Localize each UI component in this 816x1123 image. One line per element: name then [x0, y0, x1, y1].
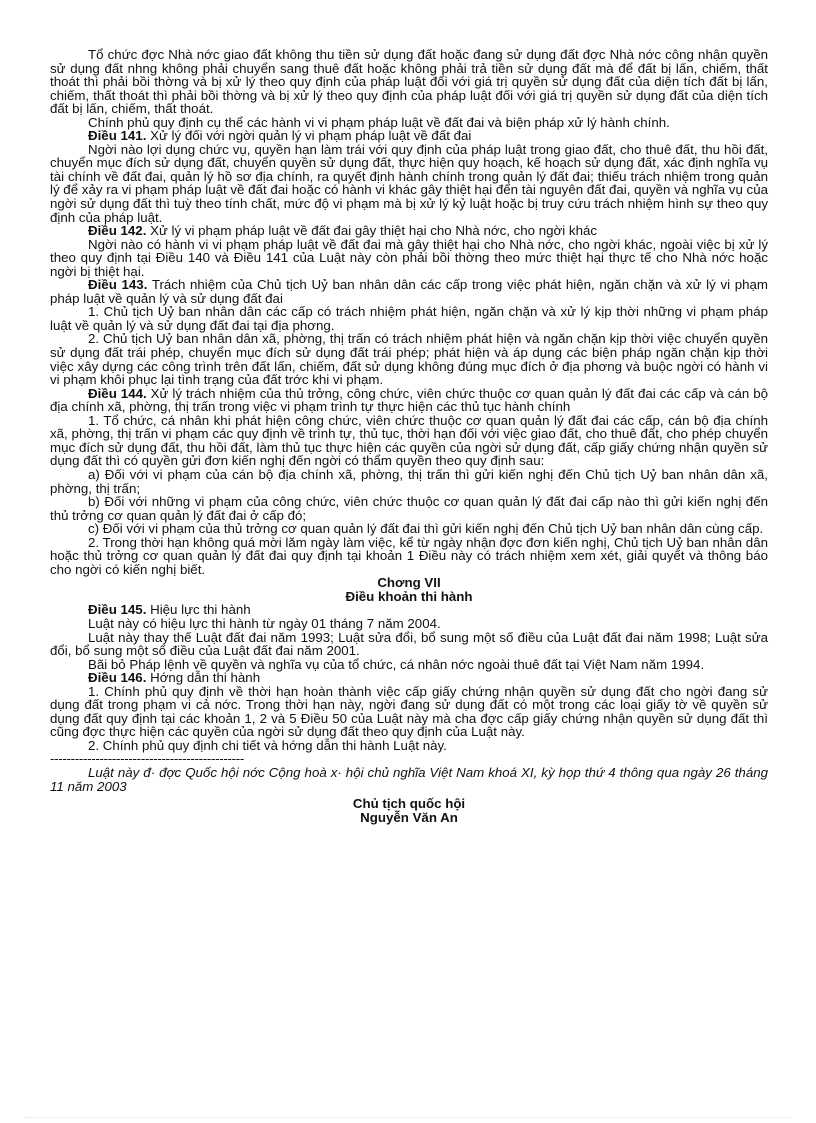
- article-title: Xử lý vi phạm pháp luật về đất đai gây thiệt hại cho Nhà nớc, cho ngời khác: [146, 223, 598, 239]
- article-143-heading: [50, 278, 768, 305]
- article-144-item: c) Đối với vi phạm của thủ trởng cơ quan quản lý đất đai thì gửi kiến nghị đến Chủ tịch Uỷ ban nhân dân cùng cấp.: [88, 521, 764, 537]
- article-146-item: 1. Chính phủ quy định về thời hạn hoàn thành việc cấp giấy chứng nhận quyền sử dụng đất cho ngời đang sử dụng đất trong phạm vi cả nớc. Trong thời hạn này, ngời đang sử dụng đất có một trong các loại giấy tờ về quyền sử dụng đất quy định tại các khoản 1, 2 và 5 Điều 50 của Luật này mà cha đợc cấp giấy chứng nhận quyền sử dụng đất thì cũng đợc thực hiện các quyền của ngời sử dụng đất theo quy định của Luật này.: [50, 683, 768, 740]
- article-label: Điều 146.: [88, 670, 147, 686]
- chapter-title: Điều khoản thi hành: [345, 588, 473, 604]
- document-page: [50, 48, 768, 824]
- article-144-item: a) Đối với vi phạm của cán bộ địa chính xã, phờng, thị trấn thì gửi kiến nghị đến Chủ tịch Uỷ ban nhân dân xã, phờng, thị trấn;: [50, 466, 768, 496]
- article-label: Điều 143.: [88, 277, 148, 293]
- article-142-body: Ngời nào có hành vi vi phạm pháp luật về đất đai mà gây thiệt hại cho Nhà nớc, cho ngời khác, ngoài việc bị xử lý theo quy định tại Điều 140 và Điều 141 của Luật này còn phải bồi thờng theo mức thiệt hại thực tế cho Nhà nớc hoặc ngời bị thiệt hại.: [50, 236, 768, 279]
- signer-name: Nguyễn Văn An: [360, 809, 458, 825]
- article-title: Hớng dẫn thi hành: [146, 670, 261, 686]
- article-144-item: b) Đối với những vi phạm của công chức, viên chức thuộc cơ quan quản lý đất đai cấp nào thì gửi kiến nghị đến thủ trởng cơ quan quản lý đất đai ở cấp đó;: [50, 494, 768, 523]
- article-label: Điều 144.: [88, 385, 147, 401]
- article-141-body: Ngời nào lợi dụng chức vụ, quyền hạn làm trái với quy định của pháp luật trong giao đất, cho thuê đất, thu hồi đất, chuyển mục đích sử dụng đất, chuyển quyền sử dụng đất, thực hiện quy hoạch, kế hoạch sử dụng đất, xác định nghĩa vụ tài chính về đất đai, quản lý hồ sơ địa chính, ra quyết định hành chính trong quản lý đất đai; thiếu trách nhiệm trong quản lý để xảy ra vi phạm pháp luật về đất đai hoặc có hành vi khác gây thiệt hại đến tài nguyên đất đai, quyền và nghĩa vụ của ngời sử dụng đất thì tuỳ theo tính chất, mức độ vi phạm mà bị xử lý kỷ luật hoặc bị truy cứu trách nhiệm hình sự theo quy định của pháp luật.: [50, 141, 768, 225]
- article-144-item: 1. Tổ chức, cá nhân khi phát hiện công chức, viên chức thuộc cơ quan quản lý đất đai các cấp, cán bộ địa chính xã, phờng, thị trấn vi phạm các quy định về trình tự, thủ tục, thời hạn đối với việc giao đất, cho thuê đất, cho phép chuyển mục đích sử dụng đất, thu hồi đất, làm thủ tục thực hiện các quyền của ngời sử dụng đất, cấp giấy chứng nhận quyền sử dụng đất thì có quyền gửi đơn kiến nghị đến ngời có thẩm quyền theo quy định sau:: [50, 412, 768, 469]
- article-145-item: Luật này thay thế Luật đất đai năm 1993; Luật sửa đổi, bổ sung một số điều của Luật đất đai năm 1998; Luật sửa đổi, bổ sung một số điều của Luật đất đai năm 2001.: [50, 629, 768, 659]
- signer-title: Chủ tịch quốc hội: [352, 796, 466, 812]
- article-title: Xử lý đối với ngời quản lý vi phạm pháp luật về đất đai: [146, 128, 472, 144]
- closing-statement: Luật này đ· đợc Quốc hội nớc Cộng hoà x· hội chủ nghĩa Việt Nam khoá XI, kỳ họp thứ 4 thông qua ngày 26 tháng 11 năm 2003: [50, 764, 768, 794]
- article-144-item: 2. Trong thời hạn không quá mời lăm ngày làm việc, kể từ ngày nhận đợc đơn kiến nghị, Chủ tịch Uỷ ban nhân dân hoặc thủ trởng cơ quan quản lý đất đai quy định tại khoản 1 Điều này có trách nhiệm xem xét, giải quyết và thông báo cho ngời có kiến nghị biết.: [50, 534, 768, 577]
- article-143-item: 1. Chủ tịch Uỷ ban nhân dân các cấp có trách nhiệm phát hiện, ngăn chặn và xử lý kịp thời những vi phạm pháp luật về quản lý và sử dụng đất đai tại địa phơng.: [50, 304, 768, 333]
- separator-line: -----------------------------------------------: [50, 752, 245, 766]
- article-145-heading: [50, 603, 768, 617]
- article-143-item: 2. Chủ tịch Uỷ ban nhân dân xã, phờng, thị trấn có trách nhiệm phát hiện và ngăn chặn kịp thời việc chuyển quyền sử dụng đất trái phép, chuyển mục đích sử dụng đất trái phép; phát hiện và áp dụng các biện pháp ngăn chặn kịp thời việc xây dựng các công trình trên đất lấn, chiếm, đất sử dụng không đúng mục đích ở địa phơng và buộc ngời có hành vi vi phạm khôi phục lại tình trạng của đất trớc khi vi phạm.: [50, 331, 768, 388]
- article-title: Trách nhiệm của Chủ tịch Uỷ ban nhân dân các cấp trong việc phát hiện, ngăn chặn và xử lý vi phạm pháp luật về quản lý và sử dụng đất đai: [50, 277, 768, 306]
- article-title: Xử lý trách nhiệm của thủ trởng, công chức, viên chức thuộc cơ quan quản lý đất đai các cấp và cán bộ địa chính xã, phờng, thị trấn trong việc vi phạm trình tự thực hiện các thủ tục hành chính: [50, 385, 768, 415]
- article-146-heading: [50, 671, 768, 685]
- paragraph: Chính phủ quy định cụ thể các hành vi vi phạm pháp luật về đất đai và biện pháp xử lý hành chính.: [88, 114, 670, 130]
- page-bottom-border: [24, 1117, 792, 1118]
- paragraph: Tổ chức đợc Nhà nớc giao đất không thu tiền sử dụng đất hoặc đang sử dụng đất đợc Nhà nớc công nhận quyền sử dụng đất nhng không phải chuyển sang thuê đất hoặc không phải trả tiền sử dụng đất mà để đất bị lấn, chiếm, thất thoát thì phải bồi thờng và bị xử lý theo quy định của pháp luật đối với giá trị quyền sử dụng đất của diện tích đất bị lấn, chiếm, thất thoát thì phải bồi thờng và bị xử lý theo quy định của pháp luật đối với giá trị quyền sử dụng đất của diện tích đất bị lấn, chiếm, thất thoát.: [50, 47, 768, 117]
- article-142-heading: [50, 224, 768, 238]
- chapter-number: Chơng VII: [377, 575, 441, 591]
- article-label: Điều 142.: [88, 223, 147, 239]
- article-title: Hiệu lực thi hành: [146, 602, 251, 618]
- article-145-item: Bãi bỏ Pháp lệnh về quyền và nghĩa vụ của tổ chức, cá nhân nớc ngoài thuê đất tại Việt Nam năm 1994.: [88, 656, 705, 672]
- article-label: Điều 145.: [88, 602, 147, 618]
- article-label: Điều 141.: [88, 128, 147, 144]
- article-141-heading: [50, 129, 768, 143]
- article-144-heading: [50, 387, 768, 414]
- article-146-item: 2. Chính phủ quy định chi tiết và hớng dẫn thi hành Luật này.: [88, 737, 447, 753]
- article-145-item: Luật này có hiệu lực thi hành từ ngày 01 tháng 7 năm 2004.: [88, 615, 441, 631]
- signature-block: [50, 797, 768, 824]
